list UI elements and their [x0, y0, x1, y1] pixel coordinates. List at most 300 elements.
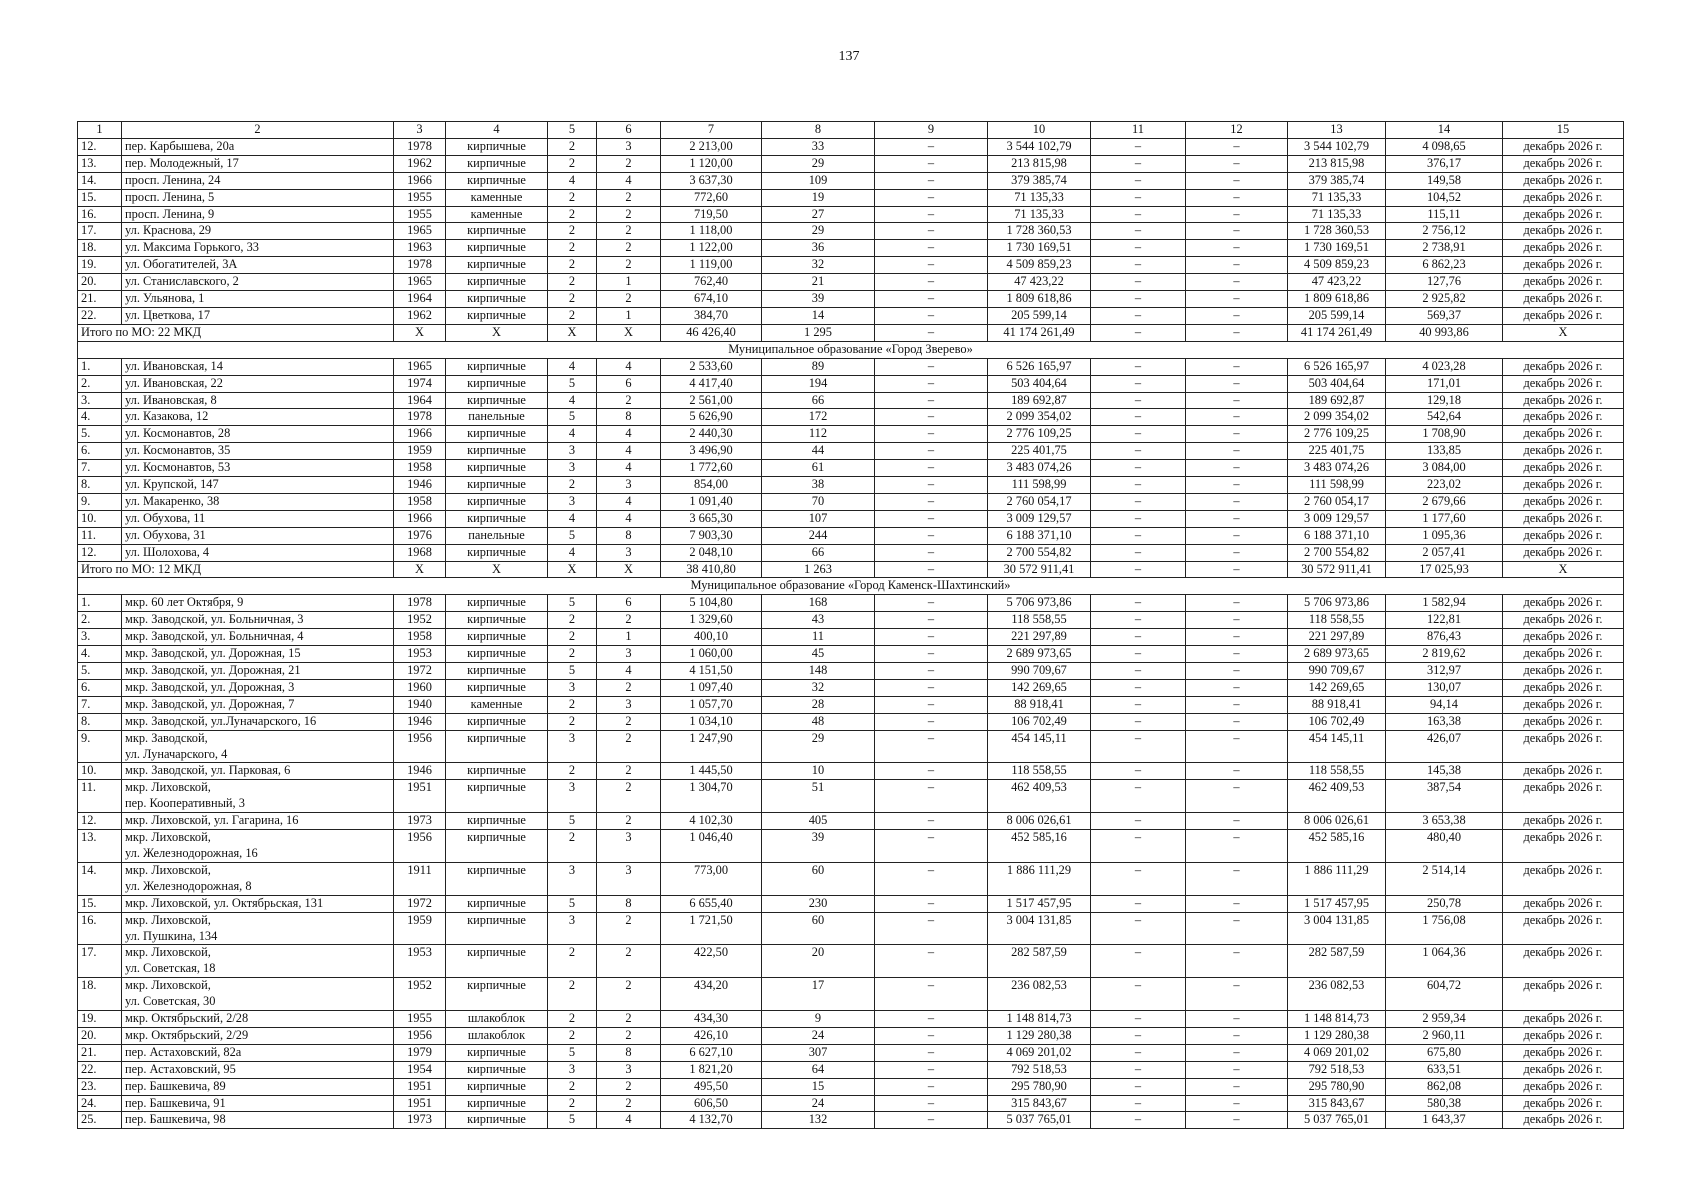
residents-cell: 51 — [762, 780, 875, 813]
cost-total-cell: 4 509 859,23 — [1288, 257, 1386, 274]
cost-cell: 2 689 973,65 — [988, 646, 1091, 663]
floors-cell: 5 — [548, 1044, 597, 1061]
unit-cost-cell: 127,76 — [1386, 274, 1503, 291]
unit-cost-cell: 223,02 — [1386, 477, 1503, 494]
entrances-cell: 8 — [597, 895, 661, 912]
deadline-cell: декабрь 2026 г. — [1503, 223, 1624, 240]
entrances-cell: 2 — [597, 189, 661, 206]
unit-cost-cell: 149,58 — [1386, 172, 1503, 189]
column-header: 7 — [661, 122, 762, 139]
row-number: 3. — [78, 392, 122, 409]
unit-cost-cell: 387,54 — [1386, 780, 1503, 813]
year-cell: 1953 — [394, 945, 446, 978]
year-cell: 1968 — [394, 544, 446, 561]
table-row — [78, 223, 1624, 240]
row-number: 8. — [78, 713, 122, 730]
year-cell: 1978 — [394, 595, 446, 612]
address-cell: пер. Башкевича, 89 — [122, 1078, 394, 1095]
col12-cell: – — [1186, 460, 1288, 477]
year-cell: 1966 — [394, 172, 446, 189]
address-cell: мкр. Заводской, ул. Парковая, 6 — [122, 763, 394, 780]
cost-cell: 1 148 814,73 — [988, 1011, 1091, 1028]
col12-cell: – — [1186, 358, 1288, 375]
deadline-cell: декабрь 2026 г. — [1503, 612, 1624, 629]
col9-cell: – — [875, 527, 988, 544]
cost-cell: 282 587,59 — [988, 945, 1091, 978]
entrances-cell: 2 — [597, 612, 661, 629]
area-cell: 2 440,30 — [661, 426, 762, 443]
address-cell: пер. Башкевича, 91 — [122, 1095, 394, 1112]
column-header: 13 — [1288, 122, 1386, 139]
col11-cell: – — [1091, 274, 1186, 291]
unit-cost-cell: 876,43 — [1386, 629, 1503, 646]
col11-cell: – — [1091, 206, 1186, 223]
row-number: 5. — [78, 663, 122, 680]
unit-cost-cell: 250,78 — [1386, 895, 1503, 912]
floors-cell: 2 — [548, 307, 597, 324]
unit-cost-cell: 94,14 — [1386, 696, 1503, 713]
col9-cell: – — [875, 763, 988, 780]
area-cell: 3 665,30 — [661, 510, 762, 527]
cost-total-cell: 1 129 280,38 — [1288, 1027, 1386, 1044]
cost-total-cell: 205 599,14 — [1288, 307, 1386, 324]
row-number: 15. — [78, 895, 122, 912]
residents-cell: 194 — [762, 375, 875, 392]
floors-cell: 2 — [548, 830, 597, 863]
residents-cell: 17 — [762, 978, 875, 1011]
table-row — [78, 1078, 1624, 1095]
row-number: 15. — [78, 189, 122, 206]
address-cell: просп. Ленина, 9 — [122, 206, 394, 223]
material-cell: кирпичные — [446, 730, 548, 763]
year-cell: 1952 — [394, 612, 446, 629]
residents-cell: 24 — [762, 1095, 875, 1112]
cost-total-cell: 71 135,33 — [1288, 206, 1386, 223]
col9-cell: – — [875, 460, 988, 477]
col11-cell: – — [1091, 409, 1186, 426]
cost-total-cell: 1 728 360,53 — [1288, 223, 1386, 240]
table-row — [78, 527, 1624, 544]
area-cell: 46 426,40 — [661, 324, 762, 341]
entrances-cell: 3 — [597, 646, 661, 663]
table-row — [78, 1027, 1624, 1044]
col9-cell: – — [875, 257, 988, 274]
table-row — [78, 978, 1624, 1011]
entrances-cell: 2 — [597, 392, 661, 409]
area-cell: 38 410,80 — [661, 561, 762, 578]
floors-cell: 4 — [548, 392, 597, 409]
cost-total-cell: 41 174 261,49 — [1288, 324, 1386, 341]
cost-total-cell: 1 809 618,86 — [1288, 291, 1386, 308]
col12-cell: – — [1186, 257, 1288, 274]
residents-cell: 405 — [762, 813, 875, 830]
entrances-cell: 2 — [597, 240, 661, 257]
cost-cell: 454 145,11 — [988, 730, 1091, 763]
cost-cell: 2 099 354,02 — [988, 409, 1091, 426]
entrances-cell: 3 — [597, 477, 661, 494]
entrances-cell: 2 — [597, 763, 661, 780]
col11-cell: – — [1091, 663, 1186, 680]
material-cell: шлакоблок — [446, 1027, 548, 1044]
row-number: 19. — [78, 257, 122, 274]
row-number: 22. — [78, 307, 122, 324]
residents-cell: 230 — [762, 895, 875, 912]
material-cell: кирпичные — [446, 223, 548, 240]
col11-cell: – — [1091, 510, 1186, 527]
year-cell: 1963 — [394, 240, 446, 257]
material-cell: каменные — [446, 206, 548, 223]
residents-cell: 172 — [762, 409, 875, 426]
col9-cell: – — [875, 155, 988, 172]
floors-cell: 4 — [548, 172, 597, 189]
area-cell: 1 118,00 — [661, 223, 762, 240]
residents-cell: 244 — [762, 527, 875, 544]
area-cell: 1 057,70 — [661, 696, 762, 713]
deadline-cell: декабрь 2026 г. — [1503, 274, 1624, 291]
col11-cell: – — [1091, 629, 1186, 646]
cost-total-cell: 1 148 814,73 — [1288, 1011, 1386, 1028]
housing-repair-table — [77, 121, 1624, 1129]
col12-cell: – — [1186, 443, 1288, 460]
cost-total-cell: 1 517 457,95 — [1288, 895, 1386, 912]
cost-cell: 41 174 261,49 — [988, 324, 1091, 341]
material-cell: кирпичные — [446, 493, 548, 510]
area-cell: 400,10 — [661, 629, 762, 646]
address-cell: мкр. Лиховской, ул. Советская, 18 — [122, 945, 394, 978]
row-number: 21. — [78, 1044, 122, 1061]
column-header: 4 — [446, 122, 548, 139]
area-cell: 1 119,00 — [661, 257, 762, 274]
row-number: 17. — [78, 223, 122, 240]
entrances-cell: 2 — [597, 730, 661, 763]
row-number: 25. — [78, 1112, 122, 1129]
col12-cell: – — [1186, 912, 1288, 945]
unit-cost-cell: 2 057,41 — [1386, 544, 1503, 561]
cost-total-cell: 2 776 109,25 — [1288, 426, 1386, 443]
col12-cell: – — [1186, 830, 1288, 863]
col11-cell: – — [1091, 978, 1186, 1011]
deadline-cell: декабрь 2026 г. — [1503, 240, 1624, 257]
residents-cell: 19 — [762, 189, 875, 206]
material-cell: шлакоблок — [446, 1011, 548, 1028]
deadline-cell: декабрь 2026 г. — [1503, 763, 1624, 780]
residents-cell: 61 — [762, 460, 875, 477]
material-cell: кирпичные — [446, 155, 548, 172]
address-cell: ул. Ивановская, 22 — [122, 375, 394, 392]
col11-cell: – — [1091, 713, 1186, 730]
col12-cell: – — [1186, 595, 1288, 612]
floors-cell: 4 — [548, 358, 597, 375]
col12-cell: – — [1186, 240, 1288, 257]
floors-cell: 2 — [548, 713, 597, 730]
unit-cost-cell: 2 959,34 — [1386, 1011, 1503, 1028]
cost-cell: 118 558,55 — [988, 763, 1091, 780]
address-cell: пер. Башкевича, 98 — [122, 1112, 394, 1129]
table-row — [78, 443, 1624, 460]
col12-cell: – — [1186, 392, 1288, 409]
total-label: Итого по МО: 22 МКД — [78, 324, 394, 341]
total-row — [78, 324, 1624, 341]
row-number: 9. — [78, 493, 122, 510]
floors-cell: 2 — [548, 477, 597, 494]
table-row — [78, 138, 1624, 155]
cost-total-cell: 315 843,67 — [1288, 1095, 1386, 1112]
row-number: 2. — [78, 375, 122, 392]
year-cell: 1973 — [394, 813, 446, 830]
address-cell: просп. Ленина, 24 — [122, 172, 394, 189]
cost-total-cell: 1 886 111,29 — [1288, 862, 1386, 895]
deadline-cell: декабрь 2026 г. — [1503, 307, 1624, 324]
cost-total-cell: 8 006 026,61 — [1288, 813, 1386, 830]
cost-total-cell: 6 526 165,97 — [1288, 358, 1386, 375]
year-cell: 1978 — [394, 409, 446, 426]
entrances-cell: 3 — [597, 1061, 661, 1078]
residents-cell: 14 — [762, 307, 875, 324]
cost-cell: 5 706 973,86 — [988, 595, 1091, 612]
material-cell: кирпичные — [446, 138, 548, 155]
col9-cell: – — [875, 1027, 988, 1044]
col9-cell: – — [875, 189, 988, 206]
year-cell: 1952 — [394, 978, 446, 1011]
cost-total-cell: 106 702,49 — [1288, 713, 1386, 730]
address-cell: ул. Шолохова, 4 — [122, 544, 394, 561]
year-cell: 1959 — [394, 443, 446, 460]
unit-cost-cell: 3 084,00 — [1386, 460, 1503, 477]
unit-cost-cell: 163,38 — [1386, 713, 1503, 730]
col11-cell: – — [1091, 477, 1186, 494]
entrances-cell: 2 — [597, 223, 661, 240]
entrances-cell: 2 — [597, 713, 661, 730]
year-cell: 1979 — [394, 1044, 446, 1061]
cost-total-cell: 990 709,67 — [1288, 663, 1386, 680]
material-cell: кирпичные — [446, 1112, 548, 1129]
cost-total-cell: 236 082,53 — [1288, 978, 1386, 1011]
address-cell: ул. Максима Горького, 33 — [122, 240, 394, 257]
area-cell: 5 626,90 — [661, 409, 762, 426]
floors-cell: 2 — [548, 978, 597, 1011]
cost-total-cell: 221 297,89 — [1288, 629, 1386, 646]
residents-cell: 45 — [762, 646, 875, 663]
floors-cell: 4 — [548, 544, 597, 561]
table-row — [78, 358, 1624, 375]
year-cell: 1965 — [394, 223, 446, 240]
residents-cell: 15 — [762, 1078, 875, 1095]
col9-cell: – — [875, 862, 988, 895]
cost-cell: 6 526 165,97 — [988, 358, 1091, 375]
address-cell: мкр. Лиховской, ул. Октябрьская, 131 — [122, 895, 394, 912]
unit-cost-cell: 3 653,38 — [1386, 813, 1503, 830]
table-row — [78, 862, 1624, 895]
deadline-cell: декабрь 2026 г. — [1503, 646, 1624, 663]
col11-cell: – — [1091, 912, 1186, 945]
col12-cell: – — [1186, 527, 1288, 544]
cost-total-cell: 454 145,11 — [1288, 730, 1386, 763]
cost-total-cell: 452 585,16 — [1288, 830, 1386, 863]
address-cell: пер. Астаховский, 82а — [122, 1044, 394, 1061]
cost-total-cell: 3 009 129,57 — [1288, 510, 1386, 527]
col12-cell: – — [1186, 291, 1288, 308]
area-cell: 1 097,40 — [661, 679, 762, 696]
col12-cell: – — [1186, 409, 1288, 426]
unit-cost-cell: 2 756,12 — [1386, 223, 1503, 240]
cost-cell: 5 037 765,01 — [988, 1112, 1091, 1129]
entrances-cell: 2 — [597, 155, 661, 172]
col11-cell: – — [1091, 830, 1186, 863]
col9-cell: – — [875, 679, 988, 696]
deadline-cell: декабрь 2026 г. — [1503, 713, 1624, 730]
deadline-cell: декабрь 2026 г. — [1503, 696, 1624, 713]
total-label: Итого по МО: 12 МКД — [78, 561, 394, 578]
year-cell: 1978 — [394, 138, 446, 155]
table-row — [78, 172, 1624, 189]
residents-cell: 36 — [762, 240, 875, 257]
column-header: 6 — [597, 122, 661, 139]
cost-total-cell: 1 730 169,51 — [1288, 240, 1386, 257]
area-cell: 434,30 — [661, 1011, 762, 1028]
area-cell: 719,50 — [661, 206, 762, 223]
address-cell: мкр. Заводской, ул. Дорожная, 7 — [122, 696, 394, 713]
row-number: 9. — [78, 730, 122, 763]
unit-cost-cell: 862,08 — [1386, 1078, 1503, 1095]
residents-cell: 112 — [762, 426, 875, 443]
address-cell: мкр. Заводской, ул. Больничная, 3 — [122, 612, 394, 629]
residents-cell: 21 — [762, 274, 875, 291]
address-cell: ул. Обухова, 31 — [122, 527, 394, 544]
row-number: 21. — [78, 291, 122, 308]
row-number: 18. — [78, 240, 122, 257]
material-cell: X — [446, 324, 548, 341]
col11-cell: – — [1091, 862, 1186, 895]
unit-cost-cell: 1 177,60 — [1386, 510, 1503, 527]
col9-cell: – — [875, 443, 988, 460]
year-cell: 1955 — [394, 206, 446, 223]
cost-cell: 47 423,22 — [988, 274, 1091, 291]
col11-cell: – — [1091, 138, 1186, 155]
year-cell: 1973 — [394, 1112, 446, 1129]
entrances-cell: 6 — [597, 595, 661, 612]
entrances-cell: 4 — [597, 443, 661, 460]
row-number: 19. — [78, 1011, 122, 1028]
year-cell: 1972 — [394, 895, 446, 912]
col11-cell: – — [1091, 730, 1186, 763]
col9-cell: – — [875, 612, 988, 629]
address-cell: ул. Макаренко, 38 — [122, 493, 394, 510]
table-row — [78, 206, 1624, 223]
material-cell: кирпичные — [446, 460, 548, 477]
material-cell: кирпичные — [446, 1078, 548, 1095]
col9-cell: – — [875, 274, 988, 291]
column-header: 10 — [988, 122, 1091, 139]
col11-cell: – — [1091, 375, 1186, 392]
address-cell: мкр. Октябрьский, 2/28 — [122, 1011, 394, 1028]
address-cell: ул. Цветкова, 17 — [122, 307, 394, 324]
entrances-cell: 4 — [597, 460, 661, 477]
cost-total-cell: 2 689 973,65 — [1288, 646, 1386, 663]
deadline-cell: декабрь 2026 г. — [1503, 443, 1624, 460]
col11-cell: – — [1091, 763, 1186, 780]
address-cell: ул. Космонавтов, 53 — [122, 460, 394, 477]
year-cell: 1956 — [394, 1027, 446, 1044]
material-cell: кирпичные — [446, 830, 548, 863]
table-row — [78, 307, 1624, 324]
table-row — [78, 291, 1624, 308]
residents-cell: 27 — [762, 206, 875, 223]
cost-total-cell: 3 483 074,26 — [1288, 460, 1386, 477]
year-cell: X — [394, 324, 446, 341]
table-row — [78, 713, 1624, 730]
row-number: 12. — [78, 138, 122, 155]
table-row — [78, 813, 1624, 830]
unit-cost-cell: 129,18 — [1386, 392, 1503, 409]
cost-total-cell: 6 188 371,10 — [1288, 527, 1386, 544]
col9-cell: – — [875, 1011, 988, 1028]
year-cell: 1951 — [394, 780, 446, 813]
col9-cell: – — [875, 223, 988, 240]
deadline-cell: декабрь 2026 г. — [1503, 189, 1624, 206]
floors-cell: 2 — [548, 1011, 597, 1028]
year-cell: 1958 — [394, 460, 446, 477]
cost-cell: 379 385,74 — [988, 172, 1091, 189]
table-row — [78, 544, 1624, 561]
cost-total-cell: 2 700 554,82 — [1288, 544, 1386, 561]
cost-cell: 4 509 859,23 — [988, 257, 1091, 274]
row-number: 7. — [78, 696, 122, 713]
table-row — [78, 595, 1624, 612]
deadline-cell: декабрь 2026 г. — [1503, 375, 1624, 392]
row-number: 16. — [78, 912, 122, 945]
row-number: 5. — [78, 426, 122, 443]
column-header: 3 — [394, 122, 446, 139]
residents-cell: 20 — [762, 945, 875, 978]
material-cell: кирпичные — [446, 358, 548, 375]
deadline-cell: декабрь 2026 г. — [1503, 510, 1624, 527]
unit-cost-cell: 1 708,90 — [1386, 426, 1503, 443]
col11-cell: – — [1091, 1112, 1186, 1129]
area-cell: 674,10 — [661, 291, 762, 308]
cost-total-cell: 118 558,55 — [1288, 763, 1386, 780]
year-cell: 1962 — [394, 307, 446, 324]
material-cell: кирпичные — [446, 945, 548, 978]
col12-cell: – — [1186, 138, 1288, 155]
cost-total-cell: 71 135,33 — [1288, 189, 1386, 206]
col11-cell: – — [1091, 612, 1186, 629]
floors-cell: 3 — [548, 443, 597, 460]
col12-cell: – — [1186, 895, 1288, 912]
column-header: 11 — [1091, 122, 1186, 139]
cost-total-cell: 792 518,53 — [1288, 1061, 1386, 1078]
year-cell: 1956 — [394, 730, 446, 763]
cost-cell: 88 918,41 — [988, 696, 1091, 713]
col12-cell: – — [1186, 155, 1288, 172]
area-cell: 384,70 — [661, 307, 762, 324]
deadline-cell: декабрь 2026 г. — [1503, 291, 1624, 308]
area-cell: 1 821,20 — [661, 1061, 762, 1078]
material-cell: кирпичные — [446, 375, 548, 392]
table-row — [78, 460, 1624, 477]
col11-cell: – — [1091, 679, 1186, 696]
table-row — [78, 375, 1624, 392]
deadline-cell: декабрь 2026 г. — [1503, 1011, 1624, 1028]
floors-cell: 5 — [548, 813, 597, 830]
col11-cell: – — [1091, 460, 1186, 477]
area-cell: 6 627,10 — [661, 1044, 762, 1061]
row-number: 1. — [78, 358, 122, 375]
entrances-cell: 4 — [597, 1112, 661, 1129]
col12-cell: – — [1186, 324, 1288, 341]
entrances-cell: 2 — [597, 813, 661, 830]
entrances-cell: 4 — [597, 172, 661, 189]
entrances-cell: 2 — [597, 780, 661, 813]
